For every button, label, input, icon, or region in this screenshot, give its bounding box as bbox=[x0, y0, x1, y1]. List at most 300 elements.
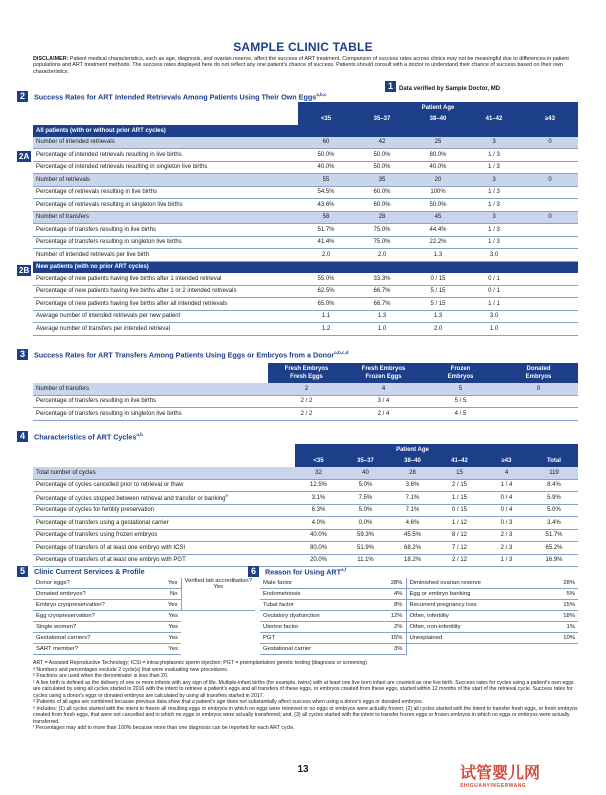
section-6-title: Reason for Using ART bbox=[265, 567, 342, 577]
row-value: 3 bbox=[466, 211, 522, 224]
s3-rows bbox=[33, 383, 578, 420]
s4-col: ≥43 bbox=[483, 456, 530, 468]
row-value: 0 bbox=[499, 383, 578, 395]
section-2-title: Success Rates for ART Intended Retrievals Among Patients Using Their Own Eggs bbox=[34, 92, 317, 102]
section-3-title: Success Rates for ART Transfers Among Patients Using Eggs or Embryos from a Donor bbox=[34, 350, 335, 360]
s3-col-line: Frozen Eggs bbox=[365, 374, 402, 380]
reason-value: 3% bbox=[380, 644, 406, 655]
row-label: Percentage of new patients having live births after 1 intended retrieval bbox=[33, 273, 298, 285]
s3-col-fresh-embryos-frozen-eggs bbox=[345, 363, 422, 383]
row-value: 6.3% bbox=[295, 504, 342, 517]
row-value: 3.0 bbox=[466, 249, 522, 262]
row-value: 54.5% bbox=[298, 186, 354, 199]
section-2-number: 2 bbox=[17, 91, 28, 102]
row-value: 50.0% bbox=[298, 149, 354, 162]
row-value: 3.4% bbox=[530, 517, 578, 530]
reason-label: Recurrent pregnancy loss bbox=[406, 600, 551, 611]
row-value: 1 / 12 bbox=[436, 517, 483, 530]
s3-col-fresh-embryos-fresh-eggs bbox=[268, 363, 345, 383]
s4-rows bbox=[33, 467, 578, 567]
row-label: Percentage of transfers of at least one embryo with ICSI bbox=[33, 542, 295, 555]
service-label: SART member? bbox=[33, 644, 153, 655]
row-value: 65.0% bbox=[298, 298, 354, 311]
row-value: 0 / 15 bbox=[410, 273, 466, 285]
table-row bbox=[260, 644, 578, 655]
row-value: 2 / 4 bbox=[345, 408, 422, 421]
row-value bbox=[522, 273, 578, 285]
table-section-2 bbox=[33, 102, 578, 336]
row-value: 60 bbox=[298, 137, 354, 149]
service-value: Yes bbox=[153, 578, 181, 589]
reason-value: 15% bbox=[380, 633, 406, 644]
row-value: 45.5% bbox=[389, 529, 436, 542]
reason-label: Other, infertility bbox=[406, 611, 551, 622]
s3-col-line: Embryos bbox=[447, 374, 474, 380]
verified-lab-value: Yes bbox=[213, 584, 224, 590]
row-value: 5 / 15 bbox=[410, 285, 466, 298]
table-row bbox=[33, 622, 255, 633]
row-value: 0 bbox=[522, 137, 578, 149]
s2a-band-label: All patients (with or without prior ART cycles) bbox=[33, 125, 578, 137]
table-row bbox=[260, 589, 578, 600]
table-row bbox=[33, 161, 578, 174]
row-value: 4 bbox=[483, 467, 530, 479]
reason-value: 28% bbox=[551, 578, 578, 589]
row-value: 2.0 bbox=[410, 323, 466, 336]
table-section-3 bbox=[33, 363, 578, 421]
s2-col-header bbox=[33, 114, 578, 126]
table-row bbox=[33, 249, 578, 262]
section-4-title: Characteristics of ART Cycles bbox=[34, 432, 137, 442]
row-value: 1 / 3 bbox=[466, 224, 522, 237]
disclaimer-label: DISCLAIMER: bbox=[33, 56, 69, 62]
reason-label: Uterine factor bbox=[260, 622, 380, 633]
row-value: 2 / 2 bbox=[268, 408, 345, 421]
section-3-header bbox=[17, 349, 348, 360]
row-value: 4 bbox=[345, 383, 422, 395]
row-value: 4.0% bbox=[295, 517, 342, 530]
s3-col-donated-embryos bbox=[499, 363, 578, 383]
page-number: 13 bbox=[297, 764, 309, 775]
row-value: 40 bbox=[342, 467, 389, 479]
row-label: Percentage of intended retrievals resulting in singleton live births bbox=[33, 161, 298, 174]
table-row bbox=[33, 479, 578, 492]
reason-value: 28% bbox=[380, 578, 406, 589]
row-label: Percentage of new patients having live births after 1 or 2 intended retrievals bbox=[33, 285, 298, 298]
reason-value: 1% bbox=[551, 622, 578, 633]
row-value bbox=[522, 236, 578, 249]
row-label: Percentage of transfers resulting in live births bbox=[33, 395, 268, 408]
row-value: 0 / 3 bbox=[483, 517, 530, 530]
section-5-title: Clinic Current Services & Profile bbox=[34, 567, 145, 576]
s2-patient-age-label: Patient Age bbox=[298, 102, 578, 114]
row-value: 2 / 15 bbox=[436, 479, 483, 492]
row-value: 3 bbox=[466, 174, 522, 187]
row-value: 35 bbox=[354, 174, 410, 187]
service-value: No bbox=[153, 589, 181, 600]
watermark-logo bbox=[460, 760, 540, 789]
row-value: 7 / 12 bbox=[436, 542, 483, 555]
row-value: 2 / 12 bbox=[436, 554, 483, 567]
row-label: Percentage of transfers resulting in singleton live births bbox=[33, 408, 268, 421]
row-value: 15 bbox=[436, 467, 483, 479]
footnote: ᵇ Fractions are used when the denominator is less than 20. bbox=[33, 673, 169, 679]
row-value bbox=[522, 161, 578, 174]
row-label: Average number of transfers per intended retrieval bbox=[33, 323, 298, 336]
section-3-sup: a,b,c,d bbox=[334, 349, 349, 355]
s4-col-header bbox=[33, 456, 578, 468]
disclaimer-text: Patient medical characteristics, such as age, diagnosis, and ovarian reserve, affect the success of ART treatment. Comparison of success rates across clinics may not be meaningful due to differences in patient populations and ART treatment methods. The success rates displayed here do not reflect any one patient's chance of success. Patients should consult with a doctor to understand their chance of success based on their own characteristics. bbox=[33, 56, 569, 75]
row-value: 43.6% bbox=[298, 199, 354, 212]
table-row bbox=[33, 323, 578, 336]
row-value bbox=[522, 149, 578, 162]
row-value: 1.3 bbox=[410, 249, 466, 262]
row-value: 5.0% bbox=[342, 504, 389, 517]
row-value: 40.0% bbox=[410, 161, 466, 174]
row-value: 0 bbox=[522, 211, 578, 224]
page-title: SAMPLE CLINIC TABLE bbox=[233, 40, 373, 54]
row-value: 25 bbox=[410, 137, 466, 149]
table-row bbox=[33, 492, 578, 505]
table-row bbox=[33, 517, 578, 530]
service-label: Gestational carriers? bbox=[33, 633, 153, 644]
section-2-header bbox=[17, 91, 327, 102]
row-value: 8 / 12 bbox=[436, 529, 483, 542]
row-label: Percentage of transfers resulting in live births bbox=[33, 224, 298, 237]
section-3-number: 3 bbox=[17, 349, 28, 360]
row-value: 3.6% bbox=[389, 479, 436, 492]
s6-rows bbox=[260, 578, 578, 655]
row-value: 5 bbox=[422, 383, 499, 395]
row-value: 20.0% bbox=[295, 554, 342, 567]
row-value: 55 bbox=[298, 174, 354, 187]
row-value: 2 bbox=[268, 383, 345, 395]
row-value: 8.4% bbox=[530, 479, 578, 492]
row-label: Number of transfers bbox=[33, 211, 298, 224]
watermark-text: 试管婴儿网 bbox=[460, 765, 541, 782]
table-row bbox=[33, 211, 578, 224]
reason-label: PGT bbox=[260, 633, 380, 644]
row-value bbox=[522, 298, 578, 311]
row-value bbox=[499, 408, 578, 421]
row-label-sup: e bbox=[225, 493, 228, 499]
table-row bbox=[33, 408, 578, 421]
row-value: 5 / 15 bbox=[410, 298, 466, 311]
row-value: 62.5% bbox=[298, 285, 354, 298]
section-4-number: 4 bbox=[17, 431, 28, 442]
row-value: 5 / 5 bbox=[422, 395, 499, 408]
row-value: 1 / 15 bbox=[436, 492, 483, 505]
s4-col: Total bbox=[530, 456, 578, 468]
table-row bbox=[33, 236, 578, 249]
verified-lab-accreditation bbox=[181, 578, 255, 611]
service-label: Donated embryos? bbox=[33, 589, 153, 600]
row-value: 60.0% bbox=[354, 186, 410, 199]
service-label: Embryo cryopreservation? bbox=[33, 600, 153, 611]
row-value bbox=[522, 249, 578, 262]
row-value: 1.1 bbox=[298, 310, 354, 323]
section-5-box bbox=[33, 578, 255, 655]
section-5-number: 5 bbox=[17, 566, 28, 577]
row-label: Percentage of retrievals resulting in singleton live births bbox=[33, 199, 298, 212]
row-value: 59.3% bbox=[342, 529, 389, 542]
row-value: 1.3 bbox=[354, 310, 410, 323]
row-value: 66.7% bbox=[354, 298, 410, 311]
row-value: 40.0% bbox=[298, 161, 354, 174]
reason-value: 12% bbox=[380, 611, 406, 622]
row-value: 7.5% bbox=[342, 492, 389, 505]
table-row bbox=[33, 224, 578, 237]
section-6-box bbox=[260, 578, 578, 655]
reason-value: 15% bbox=[551, 600, 578, 611]
row-value: 16.9% bbox=[530, 554, 578, 567]
row-value: 1 / 3 bbox=[466, 236, 522, 249]
row-value: 5.0% bbox=[342, 479, 389, 492]
footnote: ᵉ Includes: (1) all cycles started with the intent to freeze all resulting eggs or embryos in which no eggs were retrieved or no eggs or embryos were actually frozen; (2) all cycles started with the intent to transfer fresh eggs, or fresh embryos created from fresh eggs, that were not cancelled and in which no eggs or embryos were actually transferred; and, (3) all cycles started with the intent to transfer frozen eggs or frozen embryos in which no eggs or embryos were actually transferred. bbox=[33, 705, 578, 725]
reason-value: 10% bbox=[551, 633, 578, 644]
row-value: 65.2% bbox=[530, 542, 578, 555]
section-4-header bbox=[17, 431, 143, 442]
table-row bbox=[33, 298, 578, 311]
row-value: 1 / 3 bbox=[466, 161, 522, 174]
row-label: Percentage of transfers of at least one embryo with PGT bbox=[33, 554, 295, 567]
table-row bbox=[33, 644, 255, 655]
row-value: 1.3 bbox=[410, 310, 466, 323]
s4-col: <35 bbox=[295, 456, 342, 468]
row-value: 2 / 3 bbox=[483, 542, 530, 555]
row-label: Percentage of retrievals resulting in live births bbox=[33, 186, 298, 199]
row-value: 41.4% bbox=[298, 236, 354, 249]
row-value: 2.0 bbox=[298, 249, 354, 262]
row-value: 1 / 3 bbox=[466, 199, 522, 212]
row-value: 28 bbox=[389, 467, 436, 479]
table-row bbox=[260, 633, 578, 644]
s3-col-frozen-embryos bbox=[422, 363, 499, 383]
footnote: ᵈ Patients of all ages are combined because previous data show that a patient's age does not substantially affect success when using a donor's eggs or donated embryos. bbox=[33, 699, 423, 705]
service-value: Yes bbox=[153, 600, 181, 611]
table-row bbox=[260, 578, 578, 589]
row-value: 0 / 4 bbox=[483, 492, 530, 505]
service-label: Single women? bbox=[33, 622, 153, 633]
row-value: 1 / 3 bbox=[466, 186, 522, 199]
section-6-number: 6 bbox=[248, 566, 259, 577]
service-value: Yes bbox=[153, 644, 181, 655]
row-value: 12.5% bbox=[295, 479, 342, 492]
section-6-header bbox=[248, 566, 346, 577]
reason-label: Other, non-infertility bbox=[406, 622, 551, 633]
row-value bbox=[522, 323, 578, 336]
table-row bbox=[33, 467, 578, 479]
reason-label: Male factor bbox=[260, 578, 380, 589]
row-value bbox=[499, 395, 578, 408]
row-label: Number of transfers bbox=[33, 383, 268, 395]
reason-label: Tubal factor bbox=[260, 600, 380, 611]
row-label: Number of intended retrievals per live birth bbox=[33, 249, 298, 262]
table-row bbox=[33, 186, 578, 199]
row-label: Percentage of new patients having live births after all intended retrievals bbox=[33, 298, 298, 311]
table-section-5 bbox=[33, 578, 255, 655]
row-value: 119 bbox=[530, 467, 578, 479]
table-row bbox=[33, 529, 578, 542]
row-value: 32 bbox=[295, 467, 342, 479]
table-section-6 bbox=[260, 578, 578, 655]
row-value: 20 bbox=[410, 174, 466, 187]
footnote: ᵃ Numbers and percentages exclude 2 cycle(s) that were evaluating new procedures. bbox=[33, 666, 229, 673]
reason-label: Egg or embryo banking bbox=[406, 589, 551, 600]
row-value: 0.0% bbox=[342, 517, 389, 530]
s4-age-header bbox=[33, 444, 578, 456]
s2-col: <35 bbox=[298, 114, 354, 126]
row-value: 2 / 2 bbox=[268, 395, 345, 408]
s2-col: 35–37 bbox=[354, 114, 410, 126]
s4-col: 35–37 bbox=[342, 456, 389, 468]
verified-label: Data verified by Sample Doctor, MD bbox=[399, 86, 501, 92]
row-value: 2 / 3 bbox=[483, 529, 530, 542]
s3-col-line: Frozen bbox=[450, 366, 471, 372]
watermark-subtext: SHIGUANYINGERWANG bbox=[460, 783, 527, 789]
table-row bbox=[33, 578, 255, 589]
s2-col: 38–40 bbox=[410, 114, 466, 126]
row-label bbox=[33, 492, 295, 505]
row-value: 3.0 bbox=[466, 310, 522, 323]
row-label: Number of retrievals bbox=[33, 174, 298, 187]
table-row bbox=[33, 383, 578, 395]
section-2-sup: a,b,c bbox=[316, 91, 327, 97]
row-value: 28 bbox=[354, 211, 410, 224]
row-value: 1 / 4 bbox=[483, 479, 530, 492]
row-value: 51.9% bbox=[342, 542, 389, 555]
section-6-sup: a,f bbox=[341, 566, 347, 572]
s2-age-header bbox=[33, 102, 578, 114]
s2b-band bbox=[33, 261, 578, 273]
row-value bbox=[522, 186, 578, 199]
row-value: 18.2% bbox=[389, 554, 436, 567]
s3-col-line: Fresh Embryos bbox=[284, 366, 329, 372]
row-value: 1 / 3 bbox=[483, 554, 530, 567]
footnote: ᶜ A live birth is defined as the delivery of one or more infants with any sign of life. Multiple-infant births (for example, twins) with at least one live born infant are counted as one live birth. Success rates for cycles using a patient's own eggs are calculated by using all cycles started in 2016 with the intent to retrieve a patient's eggs and all transfers of these eggs, or embryos created from these eggs, started within 12 months of the start of the retrieval cycle. Success rates for cycles using a donor's eggs or donated embryos are calculated by using all transfers started in 2017. bbox=[33, 679, 574, 699]
reason-label: Endometriosis bbox=[260, 589, 380, 600]
row-value: 3 bbox=[466, 137, 522, 149]
s3-col-line: Embryos bbox=[525, 374, 552, 380]
reason-label: Unexplained bbox=[406, 633, 551, 644]
table-row bbox=[33, 633, 255, 644]
row-value: 55.0% bbox=[298, 273, 354, 285]
s3-col-header bbox=[33, 363, 578, 383]
service-label: Egg cryopreservation? bbox=[33, 611, 153, 622]
row-value: 50.0% bbox=[354, 149, 410, 162]
row-value: 40.0% bbox=[295, 529, 342, 542]
row-label: Number of intended retrievals bbox=[33, 137, 298, 149]
row-value: 11.1% bbox=[342, 554, 389, 567]
row-value: 42 bbox=[354, 137, 410, 149]
row-value: 4 / 5 bbox=[422, 408, 499, 421]
row-value bbox=[522, 310, 578, 323]
s3-col-line: Donated bbox=[526, 366, 551, 372]
row-label: Percentage of intended retrievals resulting in live births bbox=[33, 149, 298, 162]
table-row bbox=[33, 554, 578, 567]
row-label: Total number of cycles bbox=[33, 467, 295, 479]
service-value: Yes bbox=[153, 611, 181, 622]
s4-col: 38–40 bbox=[389, 456, 436, 468]
s2b-rows bbox=[33, 273, 578, 335]
verified-by bbox=[385, 80, 501, 92]
table-row bbox=[33, 310, 578, 323]
table-row bbox=[33, 174, 578, 187]
row-value: 80.0% bbox=[295, 542, 342, 555]
table-row bbox=[33, 137, 578, 149]
row-value: 33.3% bbox=[354, 273, 410, 285]
row-value: 0 / 15 bbox=[436, 504, 483, 517]
row-label-text: Percentage of cycles stopped between retrieval and transfer or banking bbox=[36, 496, 226, 503]
s2a-band bbox=[33, 125, 578, 137]
reason-value: 4% bbox=[380, 589, 406, 600]
row-value: 66.7% bbox=[354, 285, 410, 298]
table-row bbox=[33, 199, 578, 212]
row-value: 1 / 3 bbox=[466, 149, 522, 162]
reason-value: 5% bbox=[551, 589, 578, 600]
s3-col-line: Fresh Eggs bbox=[290, 374, 323, 380]
row-value: 68.2% bbox=[389, 542, 436, 555]
row-label: Percentage of cycles for fertility preservation bbox=[33, 504, 295, 517]
row-label: Percentage of transfers resulting in singleton live births bbox=[33, 236, 298, 249]
row-value: 50.0% bbox=[354, 161, 410, 174]
table-row bbox=[260, 611, 578, 622]
row-label: Percentage of transfers using a gestational carrier bbox=[33, 517, 295, 530]
s3-col-line: Fresh Embryos bbox=[361, 366, 406, 372]
reason-value: 2% bbox=[380, 622, 406, 633]
row-value: 75.0% bbox=[354, 224, 410, 237]
row-value bbox=[522, 285, 578, 298]
table-row bbox=[33, 395, 578, 408]
reason-value: 18% bbox=[551, 611, 578, 622]
row-value: 0 / 4 bbox=[483, 504, 530, 517]
reason-label: Ovulatory dysfunction bbox=[260, 611, 380, 622]
s4-col: 41–42 bbox=[436, 456, 483, 468]
footnote: ᶠ Percentages may add to more than 100% because more than one diagnosis can be reported for each ART cycle. bbox=[33, 725, 295, 731]
table-row bbox=[33, 273, 578, 285]
row-value: 0 / 1 bbox=[466, 273, 522, 285]
row-value bbox=[522, 224, 578, 237]
s2a-rows bbox=[33, 137, 578, 262]
reason-value: 8% bbox=[380, 600, 406, 611]
table-row bbox=[260, 600, 578, 611]
row-value: 4.6% bbox=[389, 517, 436, 530]
row-value: 45 bbox=[410, 211, 466, 224]
row-value: 3.1% bbox=[295, 492, 342, 505]
row-value: 7.1% bbox=[389, 492, 436, 505]
tag-2b: 2B bbox=[19, 266, 30, 275]
row-value: 75.0% bbox=[354, 236, 410, 249]
row-value: 60.0% bbox=[354, 199, 410, 212]
reason-label: Gestational carrier bbox=[260, 644, 380, 655]
row-value: 0 bbox=[522, 174, 578, 187]
tag-2a: 2A bbox=[19, 152, 30, 161]
row-value: 50.0% bbox=[410, 199, 466, 212]
footnotes bbox=[33, 660, 578, 732]
table-row bbox=[33, 611, 255, 622]
row-value: 100% bbox=[410, 186, 466, 199]
table-row bbox=[33, 149, 578, 162]
s4-patient-age-label: Patient Age bbox=[295, 444, 530, 456]
row-value: 0 / 1 bbox=[466, 285, 522, 298]
row-value: 1.2 bbox=[298, 323, 354, 336]
row-value: 1 / 1 bbox=[466, 298, 522, 311]
s2b-band-label: New patients (with no prior ART cycles) bbox=[33, 261, 578, 273]
section-1-number: 1 bbox=[385, 81, 396, 92]
table-row bbox=[260, 622, 578, 633]
row-label: Average number of intended retrievals per new patient bbox=[33, 310, 298, 323]
row-value: 3 / 4 bbox=[345, 395, 422, 408]
